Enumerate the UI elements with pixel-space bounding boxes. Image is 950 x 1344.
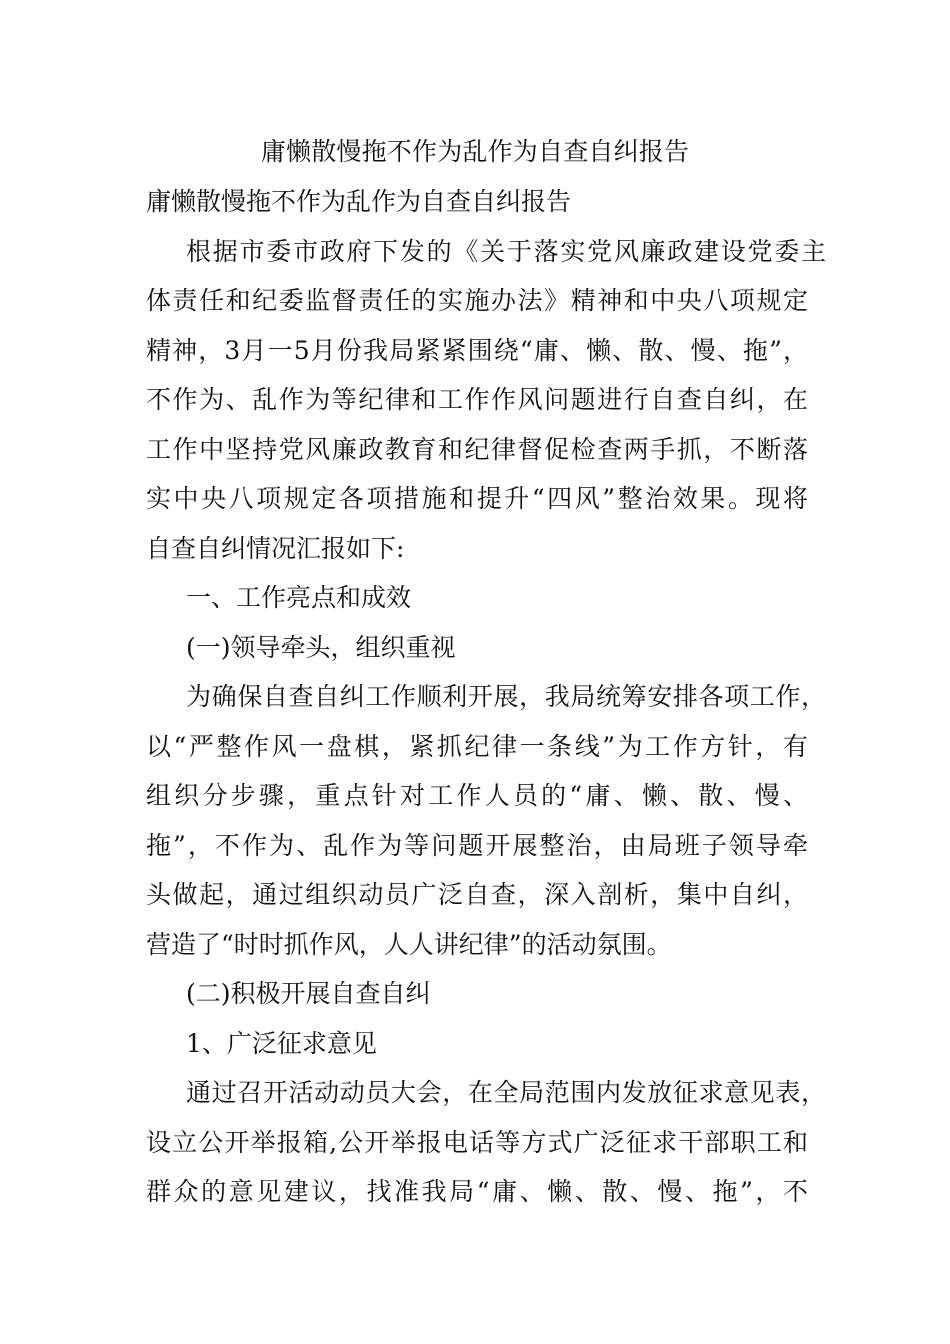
- subsection-heading: (一)领导牵头，组织重视: [186, 633, 456, 662]
- document-subtitle: 庸懒散慢拖不作为乱作为自查自纠报告: [146, 187, 572, 216]
- paragraph-line: 精神，3月一5月份我局紧紧围绕“庸、懒、散、慢、拖”，: [146, 336, 808, 365]
- paragraph-line: 设立公开举报箱,公开举报电话等方式广泛征求干部职工和: [146, 1128, 808, 1157]
- section-heading: 一、工作亮点和成效: [186, 583, 412, 612]
- paragraph-line: 头做起，通过组织动员广泛自查，深入剖析，集中自纠，: [146, 880, 808, 909]
- paragraph-line: 群众的意见建议，找准我局“庸、懒、散、慢、拖”，不: [146, 1177, 808, 1206]
- item-heading: 1、广泛征求意见: [186, 1029, 377, 1058]
- paragraph-line: 组织分步骤，重点针对工作人员的“庸、懒、散、慢、: [146, 781, 808, 810]
- paragraph-line: 自查自纠情况汇报如下:: [146, 534, 405, 563]
- paragraph-line: 以“严整作风一盘棋，紧抓纪律一条线”为工作方针，有: [146, 732, 808, 761]
- paragraph-line: 为确保自查自纠工作顺利开展，我局统筹安排各项工作，: [186, 682, 826, 711]
- subsection-heading: (二)积极开展自查自纠: [186, 979, 431, 1008]
- document-title: 庸懒散慢拖不作为乱作为自查自纠报告: [260, 137, 690, 166]
- paragraph-line: 实中央八项规定各项措施和提升“四风”整治效果。现将: [146, 484, 808, 513]
- paragraph-line: 通过召开活动动员大会，在全局范围内发放征求意见表，: [186, 1078, 826, 1107]
- paragraph-line: 工作中坚持党风廉政教育和纪律督促检查两手抓，不断落: [146, 435, 808, 464]
- paragraph-line: 根据市委市政府下发的《关于落实党风廉政建设党委主: [186, 237, 826, 266]
- paragraph-line: 体责任和纪委监督责任的实施办法》精神和中央八项规定: [146, 286, 808, 315]
- paragraph-line: 拖”，不作为、乱作为等问题开展整治，由局班子领导牵: [146, 831, 808, 860]
- paragraph-line: 不作为、乱作为等纪律和工作作风问题进行自查自纠，在: [146, 385, 808, 414]
- paragraph-line: 营造了“时时抓作风，人人讲纪律”的活动氛围。: [146, 930, 672, 959]
